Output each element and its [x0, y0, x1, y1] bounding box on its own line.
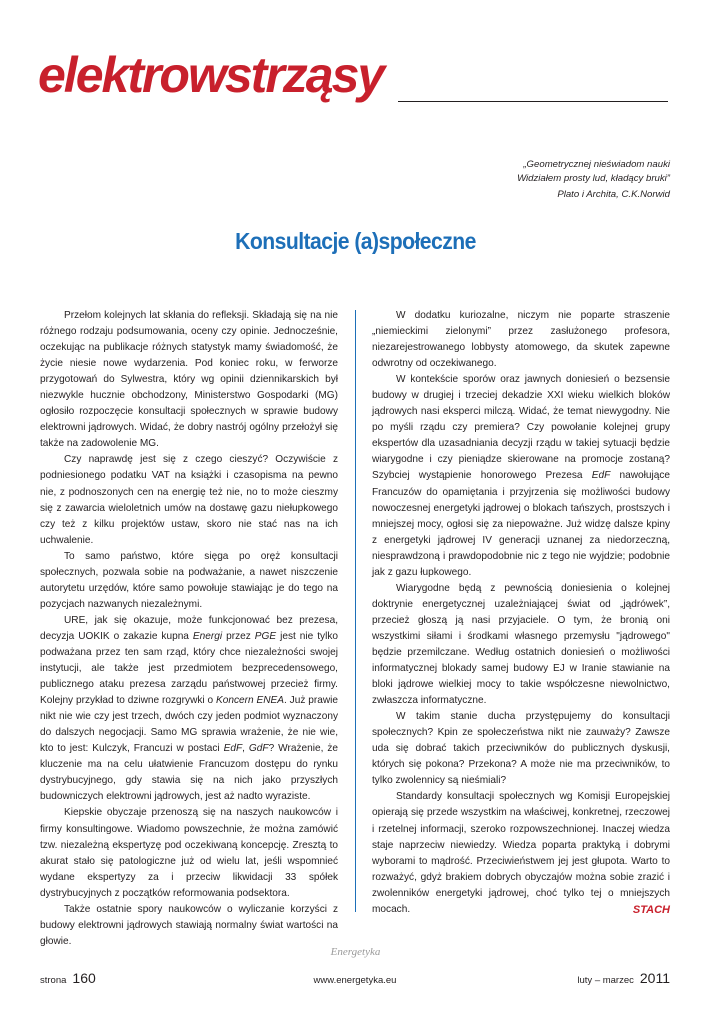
company-name: EdF: [591, 470, 611, 482]
issue-year: 2011: [639, 970, 670, 986]
paragraph: Czy naprawdę jest się z czego cieszyć? Oczywiście z podniesionego podatku VAT na książki i czasopisma na pewno nie, z podnoszonych cen na energię też nie, no to może cieszmy się z zawarcia wieloletnich umów na dostawę gazu niełupkowego czy też z kilku projektów ustaw, skoro nie stać nas na ich uchwalenie.: [40, 454, 338, 546]
paragraph: Także ostatnie spory naukowców o wyliczanie korzyści z budowy elektrowni jądrowych stawiają normalny świat wartości na głowie.: [40, 903, 338, 947]
footer-logo: Energetyka: [330, 946, 381, 958]
company-name: Koncern ENEA: [216, 695, 284, 707]
page-footer: [40, 966, 670, 986]
company-name: GdF: [248, 743, 269, 755]
article-title: Konsultacje (a)społeczne: [235, 228, 476, 254]
masthead: [38, 44, 668, 114]
author-signature: STACH: [632, 904, 670, 916]
page-number: 160: [72, 970, 96, 986]
epigraph-line-1: „Geometrycznej nieświadom nauki: [523, 159, 670, 170]
right-column: [372, 308, 670, 918]
text-run: przez: [222, 630, 255, 642]
epigraph: [370, 158, 670, 202]
page-label: strona: [40, 975, 67, 986]
text-run: URE, jak się okazuje, może funkcjonować bez prezesa, decyzja UOKIK o zakazie kupna: [40, 614, 338, 642]
section-logo: elektrowstrząsy: [38, 47, 384, 103]
paragraph: [372, 372, 670, 581]
text-run: jest nie tylko podważana przez ten sam rząd, który chce niezależności swojej instytucji, ale także jest przedmiotem bezprecedensowego, publicznego ataku prezesa zarządu państwowej przecież firmy. Kolejny przykład to dziwne rozgrywki o: [40, 630, 339, 707]
epigraph-line-2: Widziałem prosty lud, kładący bruki”: [517, 172, 670, 184]
company-name: EdF: [223, 743, 243, 755]
issue-info: [577, 970, 670, 986]
paragraph: Wiarygodne będą z pewnością doniesienia o kolejnej doktrynie energetycznej uzależniającej świat od „jądrówek”, przecież głoszą ją nasi przyjaciele. O tym, że bronią oni wszystkimi siłami i środkami własnego przemysłu "jądrowego" będzie przemilczane. Według ostatnich doniesień o możliwości informatycznej blokady samej budowy EJ w Iranie stawianie na bloki jądrowe wielkiej mocy to takie współczesne niewolnictwo, zwłaszcza informatyczne.: [372, 582, 670, 707]
masthead-rule: [398, 101, 668, 102]
epigraph-author: Plato i Archita, C.K.Norwid: [557, 189, 670, 200]
column-divider: [355, 310, 356, 912]
text-run: W kontekście sporów oraz jawnych doniesień o bezsensie budowy w drugiej i trzeciej dekadzie XXI wieku wielkich bloków jądrowych nasi eksperci milczą. Widać, że temat niewygodny. Nie po myśli rządu czy premiera? Czy powołanie kolejnej grupy ekspertów dla uzasadniania decyzji rządu w takiej sytuacji będzie wiarygodne i czy pieniądze skierowane na promocje zostaną? Szybciej wystąpienie honorowego Prezesa: [372, 374, 670, 482]
text-run: ? Wrażenie, że kluczenie ma na celu ułatwienie Francuzom dostępu do rynku dystrybucyjnego, gdy stawia się na nich jako przyszłych budowniczych elektrowni jądrowych, jest aż nadto wyraziste.: [40, 743, 338, 803]
paragraph: Kiepskie obyczaje przenoszą się na naszych naukowców i firmy konsultingowe. Wiadomo powszechnie, że można zamówić tzw. niezależną ekspertyzę pod oczekiwaną koncepcję. Zresztą to akurat stało się patologiczne już od wielu lat, jeśli wspomnieć wydane ekspertyzy za i przeciw likwidacji 33 spółek dystrybucyjnych z początków reformowania podsektora.: [40, 807, 338, 899]
paragraph: W takim stanie ducha przystępujemy do konsultacji społecznych? Kpin ze społeczeństwa nikt nie zauważy? Zawsze uda się dobrać takich przeciwników do publicznych dyskusji, których się pokona? Przekona? A może nie ma przeciwników, to tylko zwolennicy są nieśmiali?: [372, 711, 670, 787]
paragraph: Standardy konsultacji społecznych wg Komisji Europejskiej opierają się przede wszystkim na właściwej, konkretnej, rzeczowej i rzetelnej informacji, szeroko rozpowszechnionej. Inaczej wiedza staje naprzeciw niewiedzy. Wiedza poparta praktyką i dobrymi wyborami to mądrość. Przeciwieństwem jej jest głupota. Warto to rozważyć, gdyż brakiem dobrych obyczajów można sobie zrazić i zwolenników energetyki jądrowej, choć tylko tej o mniejszych mocach.: [372, 791, 670, 915]
issue-label: luty – marzec: [577, 975, 634, 986]
text-run: nawołujące Francuzów do opamiętania i przyjrzenia się możliwości budowy nowoczesnej energetyki jądrowej o blokach tańszych, prostszych i mniejszej mocy, ogłosi się za niepoważne. Już widzę dalsze kpiny z energetyki jądrowej IV generacji uznanej za niedorzeczną, niesprawdzoną i prawdopodobnie nic z tego nie wyjdzie; podobnie jak z gazu łupkowego.: [372, 470, 670, 578]
paragraph: W dodatku kuriozalne, niczym nie poparte straszenie „niemieckimi zielonymi” przez zasłużonego profesora, niezarejestrowanego lobbysty atomowego, da skutek zapewne odwrotny od oczekiwanego.: [372, 310, 670, 370]
paragraph: [40, 613, 338, 806]
paragraph: To samo państwo, które sięga po oręż konsultacji społecznych, pozwala sobie na podważanie, a nawet niszczenie autorytetu urzędów, które samo powołuje stawiając je do tego na pozycjach nazwanych niezależnymi.: [40, 550, 338, 610]
text-run: ,: [242, 743, 249, 755]
company-name: PGE: [254, 630, 277, 642]
website-link[interactable]: www.energetyka.eu: [313, 975, 397, 986]
company-name: Energi: [192, 630, 223, 642]
paragraph: Przełom kolejnych lat skłania do refleksji. Składają się na nie różnego rodzaju podsumowania, oceny czy opinie. Jednocześnie, oczekując na publikacje różnych statystyk mamy świadomość, że życie niesie nowe wydarzenia. Pod koniec roku, w ferworze przygotowań do Sylwestra, który wg opinii dziennikarskich był niezwykle hucznie obchodzony, Ministerstwo Gospodarki (MG) ogłosiło rozpoczęcie konsultacji społecznych w sprawie budowy elektrowni jądrowych. Widać, że dobry nastrój ogólny przełożył się także na zadowolenie MG.: [40, 310, 338, 450]
text-run: . Już prawie nikt nie wie czy jest trzech, dwóch czy jeden podmiot wyznaczony do dalszych negocjacji. Samo MG sprawia wrażenie, że nie wie, kto to jest: Kulczyk, Francuzi w postaci: [40, 695, 339, 755]
left-column: [40, 308, 338, 950]
